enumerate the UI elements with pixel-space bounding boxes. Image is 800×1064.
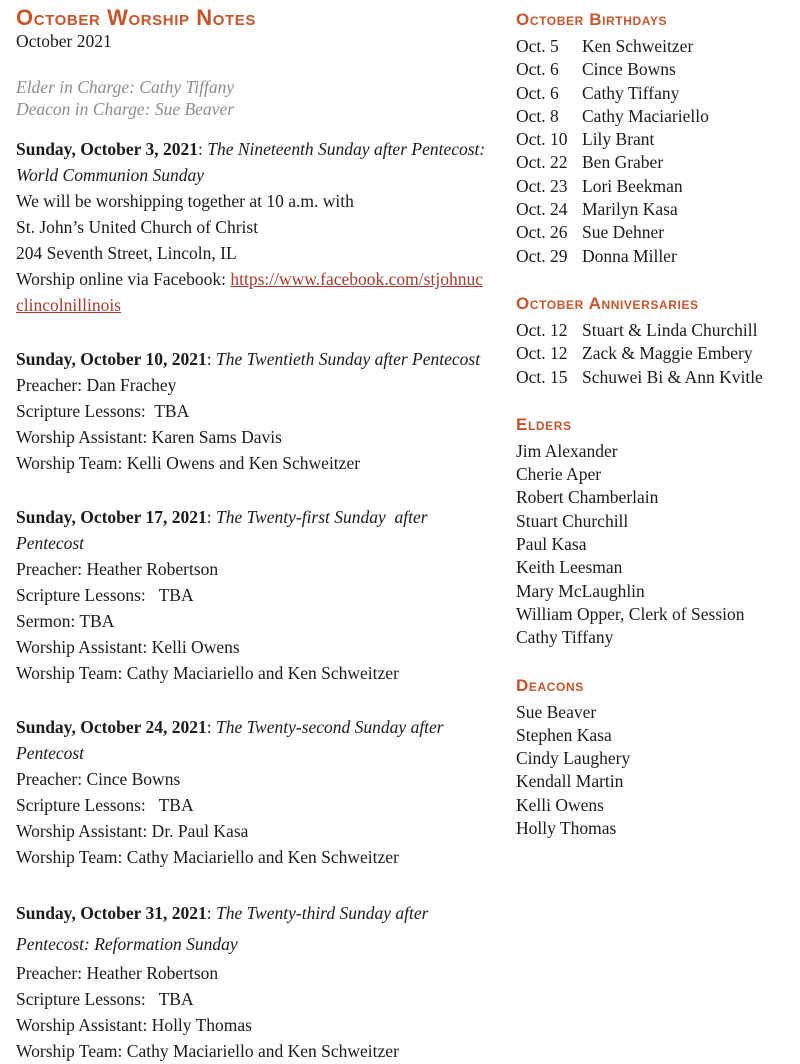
deacons-section xyxy=(516,676,790,841)
elder-name: Cherie Aper xyxy=(516,464,602,485)
birthday-date: Oct. 29 xyxy=(516,245,568,266)
service-title: The Twenty-third Sunday after Pentecost: Reformation Sunday xyxy=(16,903,433,954)
service-section-oct-10 xyxy=(16,346,490,476)
service-section-oct-17 xyxy=(16,504,490,686)
service-section-oct-31 xyxy=(16,898,490,1064)
service-line: Scripture Lessons: TBA xyxy=(16,401,190,421)
birthday-date: Oct. 5 xyxy=(516,36,559,56)
elder-name: Robert Chamberlain xyxy=(516,487,659,508)
service-separator: : xyxy=(206,717,216,737)
anniversary-date: Oct. 12 xyxy=(516,319,568,340)
birthday-name: Ben Graber xyxy=(582,152,664,173)
elder-name: Mary McLaughlin xyxy=(516,580,645,601)
service-line: Sermon: TBA xyxy=(16,611,115,631)
elders-heading: Elders xyxy=(516,414,572,434)
service-line: Worship Assistant: Kelli Owens xyxy=(16,637,240,657)
service-line: Worship Team: Cathy Maciariello and Ken Schweitzer xyxy=(16,847,399,867)
birthday-name: Cathy Maciariello xyxy=(582,105,709,126)
anniversary-name: Stuart & Linda Churchill xyxy=(582,319,758,340)
service-line: We will be worshipping together at 10 a.m. with xyxy=(16,191,354,211)
birthday-name: Ken Schweitzer xyxy=(582,36,694,56)
birthday-row xyxy=(516,221,790,244)
deacon-name: Stephen Kasa xyxy=(516,724,612,745)
birthdays-section xyxy=(516,10,790,268)
service-line: Preacher: Heather Robertson xyxy=(16,559,219,579)
service-title: The Twenty-first Sunday after Pentecost xyxy=(16,507,432,553)
service-line: Worship Assistant: Holly Thomas xyxy=(16,1015,252,1035)
birthday-row xyxy=(516,151,790,174)
elders-section xyxy=(516,415,790,650)
service-title: The Twentieth Sunday after Pentecost xyxy=(216,349,481,369)
facebook-link[interactable]: https://www.facebook.com/stjohnucclincolnillinois xyxy=(16,269,483,315)
service-date: Sunday, October 24, 2021 xyxy=(16,717,207,737)
birthday-name: Cince Bowns xyxy=(582,59,676,80)
elder-name: Stuart Churchill xyxy=(516,510,629,531)
elder-name: Jim Alexander xyxy=(516,440,618,461)
birthday-date: Oct. 6 xyxy=(516,59,559,80)
service-section-oct-3 xyxy=(16,136,490,318)
elder-name: Keith Leesman xyxy=(516,557,623,578)
birthday-date: Oct. 24 xyxy=(516,199,568,220)
service-date: Sunday, October 31, 2021 xyxy=(16,903,207,923)
birthday-date: Oct. 22 xyxy=(516,152,568,173)
birthday-name: Donna Miller xyxy=(582,245,677,266)
service-date: Sunday, October 3, 2021 xyxy=(16,139,198,159)
birthday-name: Marilyn Kasa xyxy=(582,199,678,220)
service-line: Scripture Lessons: TBA xyxy=(16,585,194,605)
birthday-date: Oct. 8 xyxy=(516,105,559,126)
service-title: The Nineteenth Sunday after Pentecost: World Communion Sunday xyxy=(16,139,490,185)
service-line: Worship Team: Cathy Maciariello and Ken Schweitzer xyxy=(16,663,399,683)
birthday-row xyxy=(516,58,790,81)
anniversary-row xyxy=(516,366,790,389)
page-title: October Worship Notes xyxy=(16,5,257,30)
anniversaries-section xyxy=(516,294,790,389)
service-separator: : xyxy=(198,139,208,159)
service-heading xyxy=(16,346,490,372)
service-line: Worship Team: Kelli Owens and Ken Schweitzer xyxy=(16,453,361,473)
anniversary-date: Oct. 15 xyxy=(516,366,568,387)
service-heading xyxy=(16,136,490,188)
birthday-date: Oct. 23 xyxy=(516,175,568,196)
deacons-heading: Deacons xyxy=(516,675,584,695)
birthday-row xyxy=(516,105,790,128)
service-date: Sunday, October 10, 2021 xyxy=(16,349,207,369)
service-line xyxy=(16,266,490,318)
service-line: St. John’s United Church of Christ xyxy=(16,217,259,237)
deacon-name: Kelli Owens xyxy=(516,794,604,815)
deacon-name: Sue Beaver xyxy=(516,701,597,722)
anniversary-name: Schuwei Bi & Ann Kvitle xyxy=(582,366,763,387)
birthday-row xyxy=(516,175,790,198)
birthday-name: Lily Brant xyxy=(582,129,655,150)
birthday-row xyxy=(516,128,790,151)
deacon-name: Holly Thomas xyxy=(516,818,617,839)
service-section-oct-24 xyxy=(16,714,490,870)
facebook-link-label: Worship online via Facebook: xyxy=(16,269,231,289)
anniversary-name: Zack & Maggie Embery xyxy=(582,343,753,364)
service-separator: : xyxy=(206,349,216,369)
elder-name: Cathy Tiffany xyxy=(516,627,614,648)
service-title: The Twenty-second Sunday after Pentecost xyxy=(16,717,448,763)
birthday-date: Oct. 6 xyxy=(516,82,559,103)
in-charge-block xyxy=(16,76,490,120)
elder-in-charge-line: Elder in Charge: Cathy Tiffany xyxy=(16,77,235,97)
birthday-row xyxy=(516,82,790,105)
anniversary-row xyxy=(516,342,790,365)
service-line: Preacher: Cince Bowns xyxy=(16,769,181,789)
deacon-name: Cindy Laughery xyxy=(516,748,631,769)
service-line: Worship Team: Cathy Maciariello and Ken Schweitzer xyxy=(16,1041,399,1061)
deacon-name: Kendall Martin xyxy=(516,771,624,792)
lists-column xyxy=(508,6,790,1064)
birthdays-heading: October Birthdays xyxy=(516,10,668,29)
service-line: Worship Assistant: Dr. Paul Kasa xyxy=(16,821,249,841)
deacon-in-charge-line: Deacon in Charge: Sue Beaver xyxy=(16,99,235,119)
service-heading xyxy=(16,504,490,556)
birthday-date: Oct. 26 xyxy=(516,222,568,243)
birthday-date: Oct. 10 xyxy=(516,129,568,150)
service-line: Preacher: Dan Frachey xyxy=(16,375,177,395)
birthday-name: Cathy Tiffany xyxy=(582,82,680,103)
service-line: Preacher: Heather Robertson xyxy=(16,963,219,983)
elder-name: William Opper, Clerk of Session xyxy=(516,603,745,624)
elder-name: Paul Kasa xyxy=(516,534,587,555)
birthday-row xyxy=(516,245,790,268)
service-line: 204 Seventh Street, Lincoln, IL xyxy=(16,243,237,263)
birthday-row xyxy=(516,35,790,58)
anniversary-row xyxy=(516,319,790,342)
birthday-row xyxy=(516,198,790,221)
worship-notes-column xyxy=(16,6,508,1064)
birthday-name: Lori Beekman xyxy=(582,175,683,196)
service-line: Scripture Lessons: TBA xyxy=(16,795,194,815)
page-subtitle: October 2021 xyxy=(16,31,112,51)
anniversary-date: Oct. 12 xyxy=(516,343,568,364)
service-line: Scripture Lessons: TBA xyxy=(16,989,194,1009)
service-separator: : xyxy=(206,507,216,527)
service-line: Worship Assistant: Karen Sams Davis xyxy=(16,427,282,447)
anniversaries-heading: October Anniversaries xyxy=(516,293,699,313)
birthday-name: Sue Dehner xyxy=(582,222,665,243)
service-separator: : xyxy=(206,903,216,923)
service-date: Sunday, October 17, 2021 xyxy=(16,507,207,527)
service-heading xyxy=(16,714,490,766)
service-heading xyxy=(16,898,490,960)
